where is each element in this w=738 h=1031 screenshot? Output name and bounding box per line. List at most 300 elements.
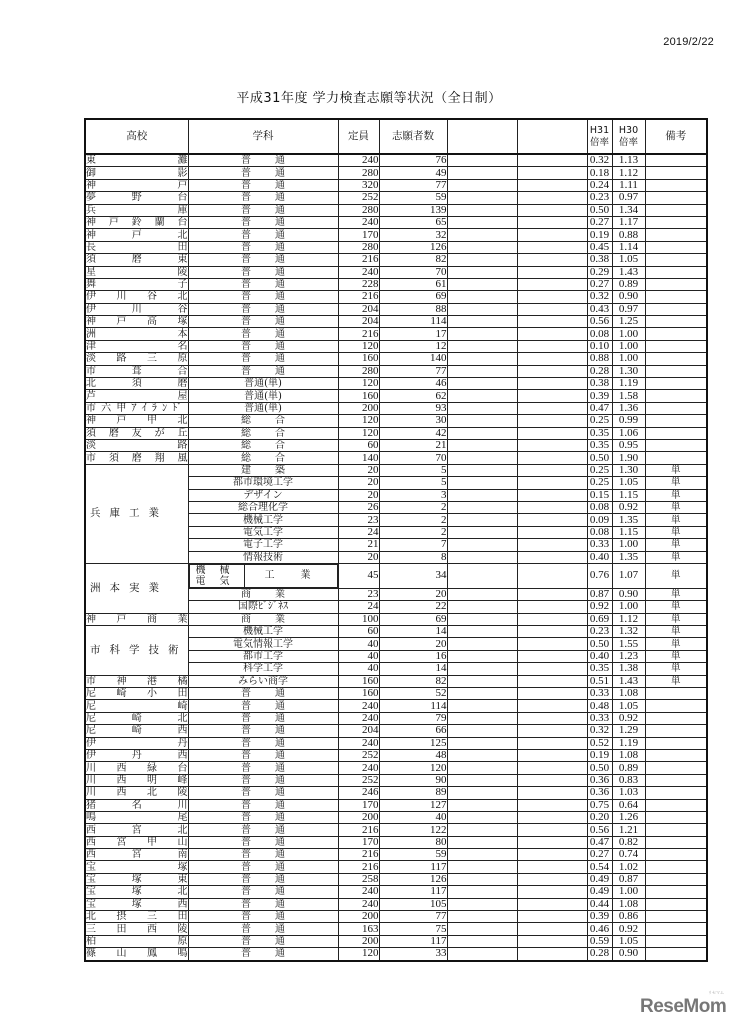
capacity: 246	[338, 787, 379, 799]
blank-cell	[447, 650, 517, 662]
note: 単	[645, 675, 707, 687]
h30-rate: 1.15	[612, 489, 645, 501]
h30-rate: 1.00	[612, 601, 645, 613]
note	[645, 328, 707, 340]
school-name: 御影	[86, 167, 188, 179]
blank-cell	[447, 489, 517, 501]
blank-cell	[447, 229, 517, 241]
applicants: 75	[379, 923, 447, 935]
h31-rate: 0.23	[587, 626, 612, 638]
blank-cell	[517, 154, 587, 167]
blank-cell	[517, 266, 587, 278]
table-row	[85, 254, 707, 266]
h30-rate: 1.15	[612, 526, 645, 538]
h30-rate: 1.36	[612, 402, 645, 414]
applicants: 105	[379, 898, 447, 910]
h30-rate: 0.92	[612, 712, 645, 724]
table-row	[85, 861, 707, 873]
school-name: 須磨東	[86, 254, 188, 266]
blank-cell	[447, 774, 517, 786]
header-h30-rate: H30 倍率	[612, 119, 645, 154]
capacity: 170	[338, 229, 379, 241]
note	[645, 241, 707, 253]
note	[645, 762, 707, 774]
h31-rate: 0.23	[587, 192, 612, 204]
table-row	[85, 204, 707, 216]
department: 普通	[188, 725, 338, 737]
capacity: 204	[338, 316, 379, 328]
capacity: 120	[338, 340, 379, 352]
capacity: 216	[338, 861, 379, 873]
capacity: 20	[338, 477, 379, 489]
blank-cell	[517, 278, 587, 290]
school-name: 市葺合	[86, 365, 188, 377]
school-name: 伊丹西	[86, 750, 188, 762]
table-row	[85, 787, 707, 799]
capacity: 240	[338, 154, 379, 167]
blank-cell	[517, 824, 587, 836]
applicants: 70	[379, 452, 447, 464]
h31-rate: 0.27	[587, 278, 612, 290]
department: 国際ﾋﾞｼﾞﾈｽ	[188, 601, 338, 613]
department: 総合	[188, 439, 338, 451]
header-applicants: 志願者数	[379, 119, 447, 154]
department: 普通	[188, 303, 338, 315]
applicants: 22	[379, 601, 447, 613]
capacity: 20	[338, 464, 379, 476]
header-blank-1	[447, 119, 517, 154]
capacity: 240	[338, 898, 379, 910]
h30-rate: 1.17	[612, 216, 645, 228]
h30-rate: 1.03	[612, 787, 645, 799]
table-row	[85, 390, 707, 402]
department: 電子工学	[188, 539, 338, 551]
school-name: 星陵	[86, 266, 188, 278]
blank-cell	[517, 650, 587, 662]
applicants: 40	[379, 811, 447, 823]
department: 普通	[188, 229, 338, 241]
blank-cell	[447, 402, 517, 414]
blank-cell	[447, 601, 517, 613]
h31-rate: 0.36	[587, 787, 612, 799]
department: 普通	[188, 712, 338, 724]
blank-cell	[517, 836, 587, 848]
school-name: 市科学技術	[85, 626, 188, 676]
table-row	[85, 439, 707, 451]
blank-cell	[447, 886, 517, 898]
department: 都市環境工学	[188, 477, 338, 489]
note	[645, 353, 707, 365]
applicants: 70	[379, 266, 447, 278]
department: 普通	[188, 948, 338, 961]
department: 普通	[188, 824, 338, 836]
h31-rate: 0.76	[587, 563, 612, 588]
h31-rate: 0.75	[587, 799, 612, 811]
blank-cell	[447, 452, 517, 464]
blank-cell	[447, 254, 517, 266]
capacity: 258	[338, 873, 379, 885]
blank-cell	[447, 328, 517, 340]
note	[645, 378, 707, 390]
applicants: 14	[379, 626, 447, 638]
h30-rate: 0.88	[612, 229, 645, 241]
applicants: 90	[379, 774, 447, 786]
h30-rate: 1.13	[612, 154, 645, 167]
h31-rate: 0.24	[587, 179, 612, 191]
h31-rate: 0.38	[587, 254, 612, 266]
blank-cell	[517, 886, 587, 898]
blank-cell	[447, 588, 517, 600]
capacity: 120	[338, 378, 379, 390]
department: 普通	[188, 849, 338, 861]
school-name: 宝塚	[86, 861, 188, 873]
capacity: 252	[338, 192, 379, 204]
blank-cell	[447, 762, 517, 774]
blank-cell	[517, 675, 587, 687]
applicants: 77	[379, 179, 447, 191]
blank-cell	[447, 688, 517, 700]
table-row	[85, 353, 707, 365]
note	[645, 291, 707, 303]
blank-cell	[447, 316, 517, 328]
table-row	[85, 291, 707, 303]
blank-cell	[447, 712, 517, 724]
h31-rate: 0.18	[587, 167, 612, 179]
department: 普通	[188, 365, 338, 377]
department: 普通	[188, 774, 338, 786]
capacity: 240	[338, 700, 379, 712]
applicants: 120	[379, 762, 447, 774]
blank-cell	[447, 613, 517, 625]
applicants: 48	[379, 749, 447, 761]
h30-rate: 0.89	[612, 762, 645, 774]
blank-cell	[517, 303, 587, 315]
note	[645, 873, 707, 885]
note	[645, 948, 707, 961]
department: 普通	[188, 278, 338, 290]
blank-cell	[517, 229, 587, 241]
resemom-logo-kana: リセマム	[708, 990, 724, 995]
school-name: 宝塚西	[86, 898, 188, 910]
table-row	[85, 712, 707, 724]
school-name: 兵庫工業	[85, 464, 188, 563]
note: 単	[645, 663, 707, 675]
blank-cell	[517, 365, 587, 377]
capacity: 60	[338, 626, 379, 638]
blank-cell	[517, 774, 587, 786]
note	[645, 192, 707, 204]
capacity: 280	[338, 167, 379, 179]
blank-cell	[517, 489, 587, 501]
h31-rate: 0.56	[587, 824, 612, 836]
capacity: 240	[338, 216, 379, 228]
capacity: 320	[338, 179, 379, 191]
h30-rate: 1.23	[612, 650, 645, 662]
h30-rate: 1.43	[612, 675, 645, 687]
blank-cell	[447, 626, 517, 638]
applicants: 89	[379, 787, 447, 799]
table-row	[85, 836, 707, 848]
applicants: 16	[379, 650, 447, 662]
capacity: 280	[338, 204, 379, 216]
capacity: 252	[338, 774, 379, 786]
h30-rate: 1.19	[612, 737, 645, 749]
applicants: 59	[379, 849, 447, 861]
h31-rate: 0.32	[587, 291, 612, 303]
blank-cell	[447, 353, 517, 365]
capacity: 216	[338, 291, 379, 303]
table-row	[85, 849, 707, 861]
blank-cell	[517, 477, 587, 489]
note	[645, 725, 707, 737]
blank-cell	[447, 464, 517, 476]
h31-rate: 0.54	[587, 861, 612, 873]
blank-cell	[447, 935, 517, 947]
capacity: 23	[338, 514, 379, 526]
table-row	[85, 762, 707, 774]
h31-rate: 0.43	[587, 303, 612, 315]
blank-cell	[447, 415, 517, 427]
capacity: 24	[338, 601, 379, 613]
capacity: 40	[338, 638, 379, 650]
blank-cell	[517, 873, 587, 885]
h31-rate: 0.45	[587, 241, 612, 253]
note	[645, 154, 707, 167]
h30-rate: 1.00	[612, 340, 645, 352]
capacity: 240	[338, 762, 379, 774]
h31-rate: 0.10	[587, 340, 612, 352]
h30-rate: 1.14	[612, 241, 645, 253]
blank-cell	[517, 712, 587, 724]
h30-rate: 1.08	[612, 688, 645, 700]
applicants: 2	[379, 526, 447, 538]
school-name: 篠山鳳鳴	[86, 948, 188, 960]
department: 普通	[188, 192, 338, 204]
table-row	[85, 402, 707, 414]
department: 普通	[188, 700, 338, 712]
table-row	[85, 774, 707, 786]
h31-rate: 0.33	[587, 539, 612, 551]
note: 単	[645, 613, 707, 625]
applicants: 30	[379, 415, 447, 427]
h31-rate: 0.33	[587, 688, 612, 700]
blank-cell	[517, 700, 587, 712]
blank-cell	[517, 948, 587, 961]
department: 普通	[188, 167, 338, 179]
blank-cell	[447, 390, 517, 402]
school-name: 猪名川	[86, 799, 188, 811]
blank-cell	[517, 737, 587, 749]
note	[645, 886, 707, 898]
blank-cell	[447, 824, 517, 836]
h30-rate: 1.12	[612, 613, 645, 625]
school-name: 伊丹	[86, 737, 188, 749]
blank-cell	[447, 167, 517, 179]
department: 普通	[188, 316, 338, 328]
school-name: 神戸鈴蘭台	[86, 217, 188, 229]
department: 普通	[188, 873, 338, 885]
blank-cell	[517, 254, 587, 266]
table-row	[85, 824, 707, 836]
h30-rate: 1.19	[612, 378, 645, 390]
h30-rate: 1.06	[612, 427, 645, 439]
school-name: 宝塚北	[86, 886, 188, 898]
school-name: 淡路三原	[86, 353, 188, 365]
table-row	[85, 626, 707, 638]
blank-cell	[447, 303, 517, 315]
h30-rate: 0.95	[612, 439, 645, 451]
blank-cell	[517, 923, 587, 935]
h30-rate: 1.30	[612, 365, 645, 377]
department: 普通	[188, 836, 338, 848]
applicants: 126	[379, 873, 447, 885]
department: 普通	[188, 898, 338, 910]
header-blank-2	[517, 119, 587, 154]
h31-rate: 0.08	[587, 526, 612, 538]
blank-cell	[517, 849, 587, 861]
applicants: 20	[379, 638, 447, 650]
note	[645, 861, 707, 873]
capacity: 200	[338, 935, 379, 947]
blank-cell	[517, 563, 587, 588]
capacity: 40	[338, 650, 379, 662]
table-row	[85, 216, 707, 228]
applicants: 17	[379, 328, 447, 340]
blank-cell	[447, 799, 517, 811]
blank-cell	[517, 539, 587, 551]
h31-rate: 0.38	[587, 378, 612, 390]
capacity: 252	[338, 749, 379, 761]
header-school: 高校	[85, 119, 188, 154]
blank-cell	[517, 601, 587, 613]
h31-rate: 0.08	[587, 501, 612, 513]
h31-rate: 0.47	[587, 402, 612, 414]
h30-rate: 1.43	[612, 266, 645, 278]
department: 普通	[188, 861, 338, 873]
capacity: 240	[338, 737, 379, 749]
school-name: 兵庫	[86, 204, 188, 216]
table-row	[85, 811, 707, 823]
blank-cell	[447, 278, 517, 290]
h30-rate: 1.11	[612, 179, 645, 191]
table-row	[85, 799, 707, 811]
h30-rate: 0.99	[612, 415, 645, 427]
note	[645, 415, 707, 427]
blank-cell	[447, 923, 517, 935]
department: 普通	[188, 811, 338, 823]
department: 機械工学	[188, 514, 338, 526]
h30-rate: 1.05	[612, 477, 645, 489]
note	[645, 911, 707, 923]
h31-rate: 0.25	[587, 415, 612, 427]
department: 総合	[188, 415, 338, 427]
school-name: 北摂三田	[86, 911, 188, 923]
school-name: 宝塚東	[86, 874, 188, 886]
department: 普通	[188, 935, 338, 947]
school-name: 尼崎小田	[86, 688, 188, 700]
department: 電気工学	[188, 526, 338, 538]
school-name: 神戸	[86, 179, 188, 191]
table-row	[85, 725, 707, 737]
h31-rate: 0.19	[587, 749, 612, 761]
capacity: 216	[338, 849, 379, 861]
note	[645, 167, 707, 179]
department: 普通	[188, 266, 338, 278]
department: 普通	[188, 886, 338, 898]
blank-cell	[517, 192, 587, 204]
capacity: 40	[338, 663, 379, 675]
table-row	[85, 948, 707, 961]
blank-cell	[447, 873, 517, 885]
applicants: 7	[379, 539, 447, 551]
table-row	[85, 911, 707, 923]
blank-cell	[517, 935, 587, 947]
note	[645, 787, 707, 799]
department: 普通	[188, 799, 338, 811]
blank-cell	[447, 638, 517, 650]
applicants: 127	[379, 799, 447, 811]
blank-cell	[517, 204, 587, 216]
applicants: 21	[379, 439, 447, 451]
table-row	[85, 278, 707, 290]
h31-rate: 0.44	[587, 898, 612, 910]
blank-cell	[447, 737, 517, 749]
h31-rate: 0.09	[587, 514, 612, 526]
table-row	[85, 229, 707, 241]
department: 普通(単)	[188, 402, 338, 414]
h31-rate: 0.92	[587, 601, 612, 613]
applicants: 59	[379, 192, 447, 204]
h31-rate: 0.15	[587, 489, 612, 501]
capacity: 45	[338, 563, 379, 588]
capacity: 228	[338, 278, 379, 290]
note	[645, 452, 707, 464]
resemom-logo: ReseMom	[640, 996, 727, 1017]
note	[645, 923, 707, 935]
blank-cell	[447, 501, 517, 513]
department: 機械工学	[188, 626, 338, 638]
table-row	[85, 613, 707, 625]
blank-cell	[517, 762, 587, 774]
department: みらい商学	[188, 675, 338, 687]
table-row	[85, 688, 707, 700]
note: 単	[645, 588, 707, 600]
table-row	[85, 700, 707, 712]
blank-cell	[447, 427, 517, 439]
h31-rate: 0.36	[587, 774, 612, 786]
h31-rate: 0.50	[587, 204, 612, 216]
table-row	[85, 898, 707, 910]
school-name: 伊川谷	[86, 303, 188, 315]
h30-rate: 1.05	[612, 700, 645, 712]
h31-rate: 0.28	[587, 948, 612, 961]
note: 単	[645, 539, 707, 551]
h31-rate: 0.39	[587, 390, 612, 402]
h31-rate: 0.49	[587, 873, 612, 885]
school-name: 川西明峰	[86, 774, 188, 786]
school-name: 西宮南	[86, 849, 188, 861]
school-name: 洲本	[86, 328, 188, 340]
table-row	[85, 886, 707, 898]
school-name: 尼崎	[86, 700, 188, 712]
blank-cell	[447, 563, 517, 588]
applicants: 69	[379, 613, 447, 625]
capacity: 120	[338, 427, 379, 439]
blank-cell	[447, 378, 517, 390]
school-name: 津名	[86, 341, 188, 353]
h30-rate: 1.12	[612, 167, 645, 179]
note	[645, 712, 707, 724]
